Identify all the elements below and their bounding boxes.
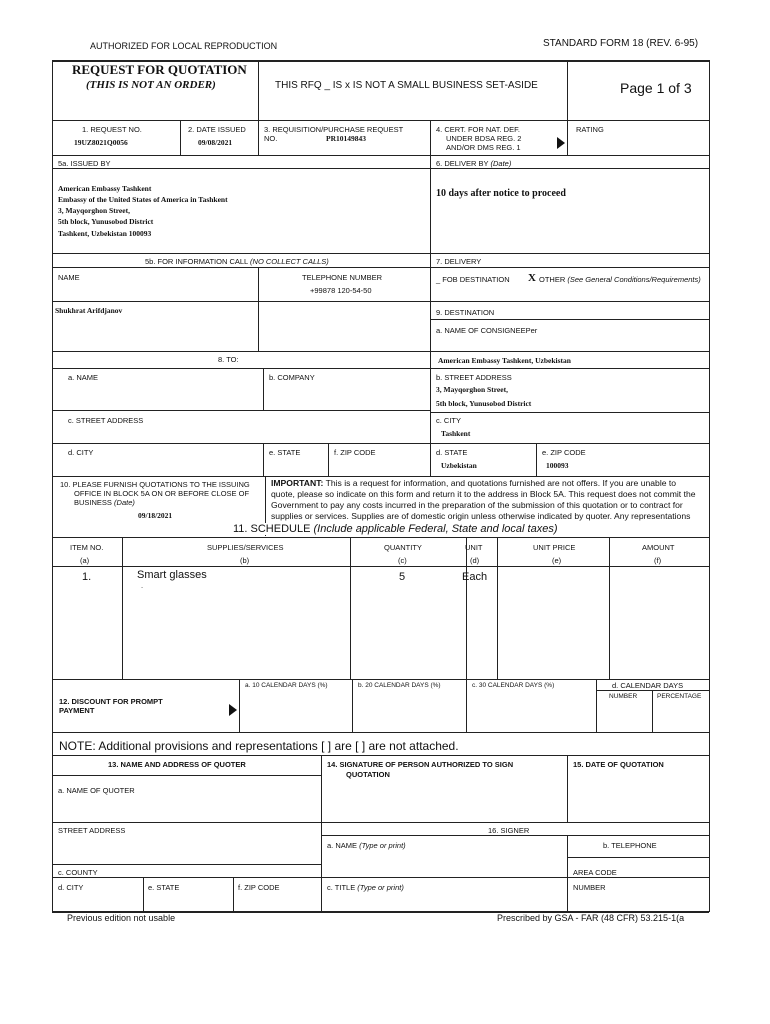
city-label: c. CITY	[436, 416, 462, 425]
to-zip-label: f. ZIP CODE	[334, 448, 376, 457]
footer-edition-note: Previous edition not usable	[67, 913, 176, 923]
quote-deadline-line-3: BUSINESS (Date)	[74, 498, 135, 507]
col-unit-sub: (d)	[470, 556, 480, 565]
important-line-3: Government to pay any costs incurred in the preparation of the submission of this quotation or to contract for	[271, 500, 683, 510]
col-supplies-sub: (b)	[240, 556, 250, 565]
street-address-label: b. STREET ADDRESS	[436, 373, 512, 382]
quote-deadline-line-1: 10. PLEASE FURNISH QUOTATIONS TO THE ISSUING	[60, 480, 250, 489]
issued-by-line-5: Tashkent, Uzbekistan 100093	[58, 229, 152, 238]
zip-label: e. ZIP CODE	[542, 448, 586, 457]
footer-prescribed-by: Prescribed by GSA - FAR (48 CFR) 53.215-1(a	[497, 913, 685, 923]
col-amount-sub: (f)	[654, 556, 662, 565]
form-subtitle: (THIS IS NOT AN ORDER)	[86, 79, 216, 91]
setaside-statement: THIS RFQ _ IS x IS NOT A SMALL BUSINESS SET-ASIDE	[275, 80, 538, 91]
to-state-label: e. STATE	[269, 448, 301, 457]
consignee-label: a. NAME OF CONSIGNEEPer	[436, 326, 538, 335]
discount-calendar-days: d. CALENDAR DAYS	[612, 681, 684, 690]
street-address-line-2: 5th block, Yunusobod District	[436, 399, 532, 408]
rating-label: RATING	[576, 125, 604, 134]
date-issued-value: 09/08/2021	[198, 138, 233, 147]
fob-destination: _ FOB DESTINATION	[436, 275, 510, 284]
form-id: STANDARD FORM 18 (REV. 6-95)	[543, 38, 699, 49]
quoter-street-label: STREET ADDRESS	[58, 826, 126, 835]
delivery-label: 7. DELIVERY	[436, 257, 482, 266]
important-line-1: IMPORTANT: This is a request for information, and quotations furnished are not offers. If you are unable to	[271, 478, 677, 488]
col-unit-price-sub: (e)	[552, 556, 562, 565]
important-line-2: quote, please so indicate on this form and return it to the address in Block 5A. This request does not commit the	[271, 489, 696, 499]
note-provisions: NOTE: Additional provisions and representations [ ] are [ ] are not attached.	[59, 739, 459, 753]
info-call-label: 5b. FOR INFORMATION CALL (NO COLLECT CALLS)	[145, 257, 329, 266]
destination-label: 9. DESTINATION	[436, 308, 495, 317]
cert-label-3: AND/OR DMS REG. 1	[446, 143, 521, 152]
contact-name-value: Shukhrat Arifdjanov	[55, 306, 123, 315]
quoter-zip-label: f. ZIP CODE	[238, 883, 280, 892]
deliver-by-label: 6. DELIVER BY (Date)	[436, 159, 512, 168]
col-quantity: QUANTITY	[384, 543, 422, 552]
quoter-name-label: a. NAME OF QUOTER	[58, 786, 135, 795]
telephone-value: +99878 120-54-50	[310, 286, 372, 295]
request-no-value: 19UZ8021Q0056	[74, 138, 128, 147]
quoter-city-label: d. CITY	[58, 883, 84, 892]
other-checkbox-mark: X	[528, 272, 536, 284]
requisition-no-label: NO.	[264, 134, 278, 143]
other-label: OTHER (See General Conditions/Requirements)	[539, 275, 701, 284]
issued-by-line-2: Embassy of the United States of America in Tashkent	[58, 195, 228, 204]
discount-label-2: PAYMENT	[59, 706, 95, 715]
row-supplies: Smart glasses	[137, 569, 207, 581]
area-code-label: AREA CODE	[573, 868, 617, 877]
schedule-title: 11. SCHEDULE (Include applicable Federal, State and local taxes)	[233, 523, 558, 535]
arrow-right-icon	[229, 704, 237, 716]
quoter-state-label: e. STATE	[148, 883, 180, 892]
signature-label-1: 14. SIGNATURE OF PERSON AUTHORIZED TO SIGN	[327, 760, 514, 769]
form-title: REQUEST FOR QUOTATION	[72, 62, 247, 77]
discount-percentage: PERCENTAGE	[657, 693, 702, 700]
signer-telephone-label: b. TELEPHONE	[603, 841, 657, 850]
row-quantity: 5	[399, 571, 406, 583]
city-value: Tashkent	[441, 429, 471, 438]
issued-by-line-1: American Embassy Tashkent	[58, 184, 152, 193]
issued-by-line-3: 3, Mayqorghon Street,	[58, 206, 130, 215]
street-address-line-1: 3, Mayqorghon Street,	[436, 385, 508, 394]
col-supplies: SUPPLIES/SERVICES	[207, 543, 284, 552]
to-street-label: c. STREET ADDRESS	[68, 416, 144, 425]
cert-label-2: UNDER BDSA REG. 2	[446, 134, 522, 143]
page-number: Page 1 of 3	[620, 80, 692, 96]
state-label: d. STATE	[436, 448, 468, 457]
quote-deadline-value: 09/18/2021	[138, 511, 173, 520]
discount-10-days: a. 10 CALENDAR DAYS (%)	[245, 682, 328, 689]
important-line-4: supplies or services. Supplies are of domestic origin unless otherwise indicated by quoter. Any representations	[271, 511, 691, 521]
requisition-label: 3. REQUISITION/PURCHASE REQUEST	[264, 125, 404, 134]
telephone-label: TELEPHONE NUMBER	[302, 273, 383, 282]
name-label: NAME	[58, 273, 80, 282]
col-amount: AMOUNT	[642, 543, 675, 552]
state-value: Uzbekistan	[441, 461, 477, 470]
deliver-by-value: 10 days after notice to proceed	[436, 188, 566, 199]
col-unit: UNIT	[465, 543, 483, 552]
request-no-label: 1. REQUEST NO.	[82, 125, 142, 134]
discount-30-days: c. 30 CALENDAR DAYS (%)	[472, 682, 555, 689]
to-name-label: a. NAME	[68, 373, 99, 382]
quote-deadline-line-2: OFFICE IN BLOCK 5A ON OR BEFORE CLOSE OF	[74, 489, 250, 498]
discount-label-1: 12. DISCOUNT FOR PROMPT	[59, 697, 163, 706]
quoter-county-label: c. COUNTY	[58, 868, 98, 877]
requisition-value: PR10149843	[326, 134, 366, 143]
signer-name-label: a. NAME (Type or print)	[327, 841, 406, 850]
date-of-quotation-label: 15. DATE OF QUOTATION	[573, 760, 664, 769]
col-item-no: ITEM NO.	[70, 543, 104, 552]
authorized-note: AUTHORIZED FOR LOCAL REPRODUCTION	[90, 41, 278, 51]
row-supplies-sub: .	[141, 581, 144, 590]
cert-label-1: 4. CERT. FOR NAT. DEF.	[436, 125, 520, 134]
to-label: 8. TO:	[218, 355, 239, 364]
to-company-label: b. COMPANY	[269, 373, 315, 382]
row-unit: Each	[462, 571, 488, 583]
issued-by-label: 5a. ISSUED BY	[58, 159, 111, 168]
signer-label: 16. SIGNER	[488, 826, 530, 835]
consignee-value: American Embassy Tashkent, Uzbekistan	[438, 356, 571, 365]
col-unit-price: UNIT PRICE	[533, 543, 576, 552]
issued-by-line-4: 5th block, Yunusobod District	[58, 217, 154, 226]
quoter-name-address-label: 13. NAME AND ADDRESS OF QUOTER	[108, 760, 246, 769]
signature-label-2: QUOTATION	[346, 770, 390, 779]
zip-value: 100093	[546, 461, 569, 470]
phone-number-label: NUMBER	[573, 883, 606, 892]
discount-number: NUMBER	[609, 693, 638, 700]
col-quantity-sub: (c)	[398, 556, 407, 565]
discount-20-days: b. 20 CALENDAR DAYS (%)	[358, 682, 441, 689]
to-city-label: d. CITY	[68, 448, 94, 457]
col-item-no-sub: (a)	[80, 556, 90, 565]
date-issued-label: 2. DATE ISSUED	[188, 125, 246, 134]
row-item-no: 1.	[82, 571, 92, 583]
arrow-right-icon	[557, 137, 565, 149]
signer-title-label: c. TITLE (Type or print)	[327, 883, 404, 892]
